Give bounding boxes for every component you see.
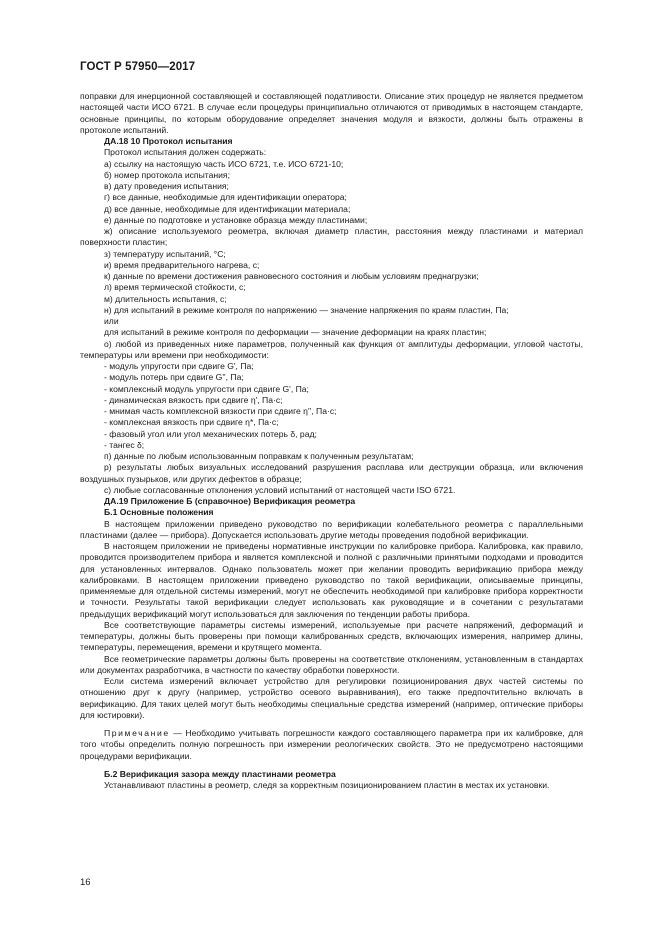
paragraph: В настоящем приложении не приведены нормативные инструкции по калибровке прибора. Калибровка, как правило, проводится производителем прибора и является комплексной и полной с различными принятыми подходами и проводится для установленных интервалов. Однако пользователь может при желании проводить верификацию прибора между калибровками. В настоящем приложении приведено руководство по такой верификации, описываемые принципы, применяемые для отдельной системы измерений, могут не обеспечить необходимой при калибровке прибора корректности и точности. Результаты такой верификации следует использовать как руководящие и в сочетании с результатами предыдущих верификаций могут использоваться для заключения по тенденции работы прибора. (80, 541, 583, 619)
document-header: ГОСТ Р 57950—2017 (80, 61, 196, 73)
document-body (80, 91, 583, 791)
paragraph: Если система измерений включает устройство для регулировки позиционирования двух частей системы по отношению друг к другу (например, устройство осевого выравнивания), его также предпочтительно включать в верификацию. Для таких целей могут быть необходимы специальные средства измерений (например, оптические приборы для юстировки). (80, 676, 583, 720)
note-label: Примечание (104, 728, 170, 738)
paragraph: Протокол испытания должен содержать: (104, 147, 267, 158)
list-item: - тангес δ; (104, 439, 145, 450)
subsection-heading: Б.1 Основные положения (104, 507, 214, 518)
list-item: д) все данные, необходимые для идентификации материала; (104, 203, 351, 214)
list-item: - фазовый угол или угол механических потерь δ, рад; (104, 428, 317, 439)
list-item: в) дату проведения испытания; (104, 181, 229, 191)
paragraph: Устанавливают пластины в реометр, следя за корректным позиционированием пластин в местах их установки. (104, 780, 550, 790)
list-item: п) данные по любым использованным поправкам к полученным результатам; (104, 451, 414, 461)
paragraph: поправки для инерционной составляющей и составляющей податливости. Описание этих процедур не является предметом настоящей части ИСО 6721. В случае если процедуры принципиально отличаются от приводимых в настоящем стандарте, основные принципы, по которым оборудование определяет значения модуля и вязкости, должны быть отражены в протоколе испытаний. (80, 91, 583, 135)
list-item: - модуль потерь при сдвиге G'', Па; (104, 372, 244, 383)
list-item: или (104, 316, 119, 326)
paragraph: Все геометрические параметры должны быть проверены на соответствие отклонениям, установленным в стандартах или документах разработчика, в частности по качеству обработки поверхности. (80, 653, 583, 675)
list-item: о) любой из приведенных ниже параметров, полученный как функция от амплитуды деформации, угловой частоты, температуры или времени при необходимости: (80, 338, 583, 360)
list-item: г) все данные, необходимые для идентификации оператора; (104, 192, 347, 203)
list-item: а) ссылку на настоящую часть ИСО 6721, т.е. ИСО 6721-10; (104, 158, 344, 169)
subsection-heading: Б.2 Верификация зазора между пластинами реометра (104, 768, 336, 779)
list-item: и) время предварительного нагрева, с; (104, 259, 260, 270)
list-item: - модуль упругости при сдвиге G', Па; (104, 361, 254, 371)
list-item: - комплексный модуль упругости при сдвиге G', Па; (104, 383, 309, 394)
page-number: 16 (80, 877, 91, 888)
list-item: ж) описание используемого реометра, включая диаметр пластин, расстояния между пластинами и материал поверхности пластин; (80, 226, 583, 248)
list-item: м) длительность испытания, с; (104, 293, 227, 304)
list-item: - комплексная вязкость при сдвиге η*, Па·с; (104, 417, 279, 428)
list-item: л) время термической стойкости, с; (104, 282, 246, 293)
list-item: к) данные по времени достижения равновесного состояния и любым условиям преднагрузки; (104, 271, 479, 281)
paragraph: Все соответствующие параметры системы измерений, используемые при расчете напряжений, деформаций и температуры, должны быть проверены при помощи калиброванных средств, включающих измерения, например длины, температуры, перемещения, времени и крутящего момента. (80, 619, 583, 653)
list-item: для испытаний в режиме контроля по деформации — значение деформации на краях пластин; (104, 327, 487, 338)
list-item: е) данные по подготовке и установке образца между пластинами; (104, 214, 368, 225)
list-item: з) температуру испытаний, °С; (104, 248, 226, 259)
list-item: н) для испытаний в режиме контроля по напряжению — значение напряжения по краям пластин, Па; (104, 304, 509, 315)
note (80, 728, 583, 762)
list-item: б) номер протокола испытания; (104, 169, 230, 180)
list-item: р) результаты любых визуальных исследований разрушения расплава или деструкции образца, или включения воздушных пузырьков, или других дефектов в образце; (80, 462, 583, 484)
paragraph: В настоящем приложении приведено руководство по верификации колебательного реометра с параллельными пластинами (далее — прибора). Допускается использовать другие методы проведения подобной верификации. (80, 518, 583, 540)
list-item: с) любые согласованные отклонения условий испытаний от настоящей части ISO 6721. (104, 484, 456, 495)
section-heading: ДА.18 10 Протокол испытания (104, 136, 233, 146)
section-heading: ДА.19 Приложение Б (справочное) Верификация реометра (104, 496, 356, 506)
list-item: - динамическая вязкость при сдвиге η', Па·с; (104, 394, 283, 405)
list-item: - мнимая часть комплексной вязкости при сдвиге η'', Па·с; (104, 406, 337, 416)
note-text: — Необходимо учитывать погрешности каждого составляющего параметра при их калибровке, для того чтобы определить полную погрешность при измерении реологических свойств. Это не предусмотрено настоящими процедурами верификации. (80, 728, 583, 761)
